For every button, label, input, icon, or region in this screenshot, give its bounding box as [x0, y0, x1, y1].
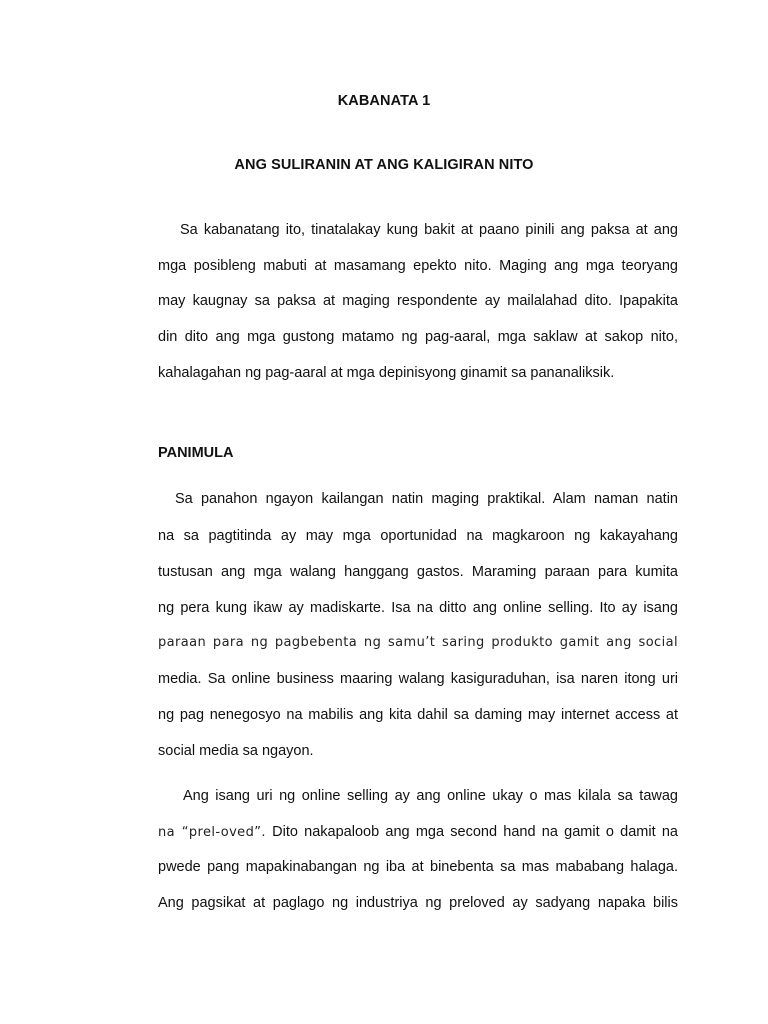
- paragraph-line: na sa pagtitinda ay may mga oportunidad na magkaroon ng kakayahang: [158, 528, 678, 544]
- paragraph-line: media. Sa online business maaring walang kasiguraduhan, isa naren itong uri: [158, 671, 678, 687]
- intro-line: may kaugnay sa paksa at maging respondente ay mailalahad dito. Ipapakita: [158, 293, 678, 309]
- paragraph-line: social media sa ngayon.: [158, 743, 314, 759]
- chapter-title: ANG SULIRANIN AT ANG KALIGIRAN NITO: [234, 157, 534, 173]
- intro-line: Sa kabanatang ito, tinatalakay kung bakit at paano pinili ang paksa at ang: [180, 222, 678, 238]
- paragraph-line: pwede pang mapakinabangan ng iba at binebenta sa mas mababang halaga.: [158, 859, 678, 875]
- paragraph-line-rest: Dito nakapaloob ang mga second hand na gamit o damit na: [265, 824, 678, 840]
- paragraph-line: Ang pagsikat at paglago ng industriya ng preloved ay sadyang napaka bilis: [158, 895, 678, 911]
- paragraph-line: Ang isang uri ng online selling ay ang online ukay o mas kilala sa tawag: [183, 788, 678, 804]
- paragraph-line-mixed: [158, 823, 678, 842]
- paragraph-line: paraan para ng pagbebenta ng samu’t saring produkto gamit ang social: [158, 635, 678, 650]
- intro-line: kahalagahan ng pag-aaral at mga depinisyong ginamit sa pananaliksik.: [158, 365, 615, 381]
- section-title: PANIMULA: [158, 445, 234, 461]
- intro-line: din dito ang mga gustong matamo ng pag-aaral, mga saklaw at sakop nito,: [158, 329, 678, 345]
- paragraph-line: ng pag nenegosyo na mabilis ang kita dahil sa daming may internet access at: [158, 707, 678, 723]
- intro-line: mga posibleng mabuti at masamang epekto nito. Maging ang mga teoryang: [158, 258, 678, 274]
- chapter-heading: KABANATA 1: [337, 93, 431, 109]
- paragraph-line: Sa panahon ngayon kailangan natin maging praktikal. Alam naman natin: [175, 491, 678, 507]
- paragraph-line: ng pera kung ikaw ay madiskarte. Isa na ditto ang online selling. Ito ay isang: [158, 600, 678, 616]
- preloved-term: na “prel-oved”.: [158, 825, 266, 840]
- paragraph-line: tustusan ang mga walang hanggang gastos. Maraming paraan para kumita: [158, 564, 678, 580]
